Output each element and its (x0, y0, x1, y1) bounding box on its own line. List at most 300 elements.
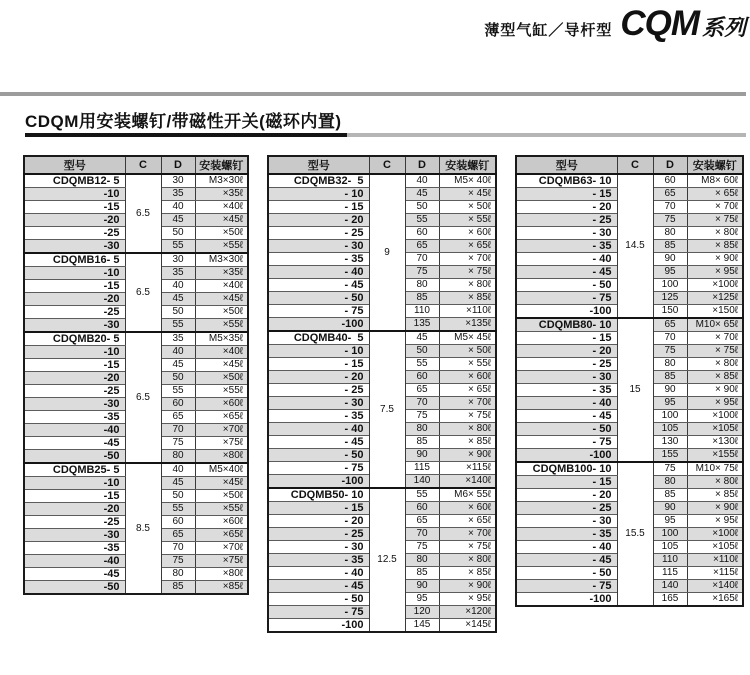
mounting-screw-cell: M3×30ℓ (195, 174, 248, 188)
d-dimension-cell: 40 (161, 201, 195, 214)
d-dimension-cell: 65 (405, 384, 439, 397)
model-cell: -40 (24, 424, 125, 437)
model-cell: -15 (24, 280, 125, 293)
c-dimension-cell: 15.5 (617, 462, 653, 606)
mounting-screw-cell: ×65ℓ (195, 411, 248, 424)
d-dimension-cell: 55 (405, 214, 439, 227)
d-dimension-cell: 100 (653, 528, 687, 541)
model-cell: - 50 (516, 567, 617, 580)
table-row (268, 331, 496, 345)
mounting-screw-cell: × 90ℓ (687, 253, 743, 266)
d-dimension-cell: 80 (405, 423, 439, 436)
mounting-screw-cell: ×45ℓ (195, 477, 248, 490)
column-header-1: C (125, 156, 161, 174)
d-dimension-cell: 110 (405, 305, 439, 318)
d-dimension-cell: 40 (161, 346, 195, 359)
d-dimension-cell: 70 (405, 397, 439, 410)
model-cell: -30 (24, 529, 125, 542)
d-dimension-cell: 85 (653, 240, 687, 253)
table-row (516, 318, 743, 332)
model-cell: - 35 (516, 384, 617, 397)
mounting-screw-cell: ×100ℓ (687, 410, 743, 423)
d-dimension-cell: 145 (405, 619, 439, 633)
mounting-screw-cell: ×40ℓ (195, 280, 248, 293)
mounting-screw-cell: × 65ℓ (687, 188, 743, 201)
model-cell: -25 (24, 516, 125, 529)
mounting-screw-cell: M5×35ℓ (195, 332, 248, 346)
model-cell: - 20 (516, 345, 617, 358)
mounting-screw-cell: M8× 60ℓ (687, 174, 743, 188)
d-dimension-cell: 70 (405, 528, 439, 541)
model-cell: CDQMB40- 5 (268, 331, 369, 345)
d-dimension-cell: 70 (161, 542, 195, 555)
d-dimension-cell: 45 (405, 188, 439, 201)
mounting-screw-cell: × 75ℓ (687, 214, 743, 227)
screw-table-left (23, 155, 249, 595)
series-name: CQM (620, 4, 699, 43)
model-cell: - 50 (268, 593, 369, 606)
model-cell: - 25 (268, 227, 369, 240)
model-cell: - 30 (516, 227, 617, 240)
mounting-screw-cell: ×55ℓ (195, 319, 248, 333)
model-cell: - 50 (516, 279, 617, 292)
mounting-screw-cell: × 90ℓ (439, 580, 496, 593)
model-cell: - 45 (268, 279, 369, 292)
d-dimension-cell: 90 (405, 580, 439, 593)
mounting-screw-cell: ×50ℓ (195, 490, 248, 503)
mounting-screw-cell: × 55ℓ (439, 358, 496, 371)
c-dimension-cell: 15 (617, 318, 653, 462)
model-cell: - 25 (268, 528, 369, 541)
d-dimension-cell: 50 (405, 345, 439, 358)
model-cell: CDQMB50- 10 (268, 488, 369, 502)
mounting-screw-cell: ×115ℓ (687, 567, 743, 580)
d-dimension-cell: 50 (161, 227, 195, 240)
model-cell: - 45 (268, 580, 369, 593)
d-dimension-cell: 95 (653, 266, 687, 279)
d-dimension-cell: 55 (405, 488, 439, 502)
mounting-screw-cell: × 95ℓ (687, 515, 743, 528)
mounting-screw-cell: × 95ℓ (687, 397, 743, 410)
mounting-screw-cell: ×70ℓ (195, 424, 248, 437)
d-dimension-cell: 80 (161, 450, 195, 464)
model-cell: CDQMB16- 5 (24, 253, 125, 267)
model-cell: - 15 (516, 476, 617, 489)
mounting-screw-cell: ×125ℓ (687, 292, 743, 305)
mounting-screw-cell: × 95ℓ (687, 266, 743, 279)
model-cell: -50 (24, 581, 125, 595)
model-cell: - 45 (516, 554, 617, 567)
mounting-screw-cell: × 75ℓ (687, 345, 743, 358)
model-cell: -45 (24, 437, 125, 450)
d-dimension-cell: 30 (161, 174, 195, 188)
d-dimension-cell: 70 (405, 253, 439, 266)
d-dimension-cell: 45 (161, 359, 195, 372)
model-cell: -100 (516, 449, 617, 463)
mounting-screw-cell: ×70ℓ (195, 542, 248, 555)
d-dimension-cell: 140 (653, 580, 687, 593)
model-cell: -100 (516, 305, 617, 319)
d-dimension-cell: 60 (405, 502, 439, 515)
mounting-screw-cell: ×130ℓ (687, 436, 743, 449)
d-dimension-cell: 40 (161, 463, 195, 477)
d-dimension-cell: 75 (405, 410, 439, 423)
model-cell: -40 (24, 555, 125, 568)
mounting-screw-cell: × 70ℓ (439, 397, 496, 410)
table-header-row (268, 156, 496, 174)
column-header-2: D (161, 156, 195, 174)
mounting-screw-cell: ×135ℓ (439, 318, 496, 332)
model-cell: - 50 (516, 423, 617, 436)
d-dimension-cell: 95 (405, 593, 439, 606)
column-header-3: 安装螺钉 (439, 156, 496, 174)
mounting-screw-cell: × 60ℓ (439, 502, 496, 515)
column-header-0: 型号 (24, 156, 125, 174)
mounting-screw-cell: × 80ℓ (439, 279, 496, 292)
table-row (24, 332, 248, 346)
model-cell: - 50 (268, 292, 369, 305)
d-dimension-cell: 35 (161, 332, 195, 346)
mounting-screw-cell: ×140ℓ (439, 475, 496, 489)
model-cell: - 15 (516, 188, 617, 201)
d-dimension-cell: 35 (161, 267, 195, 280)
d-dimension-cell: 55 (161, 319, 195, 333)
mounting-screw-cell: × 60ℓ (439, 227, 496, 240)
d-dimension-cell: 50 (161, 490, 195, 503)
mounting-screw-cell: ×120ℓ (439, 606, 496, 619)
model-cell: -20 (24, 503, 125, 516)
d-dimension-cell: 125 (653, 292, 687, 305)
model-cell: - 75 (268, 305, 369, 318)
d-dimension-cell: 80 (405, 279, 439, 292)
model-cell: - 10 (268, 345, 369, 358)
top-divider-rule (0, 92, 746, 96)
mounting-screw-cell: ×80ℓ (195, 568, 248, 581)
model-cell: -45 (24, 568, 125, 581)
mounting-screw-cell: × 70ℓ (687, 201, 743, 214)
model-cell: - 45 (516, 410, 617, 423)
d-dimension-cell: 90 (653, 384, 687, 397)
model-cell: -10 (24, 267, 125, 280)
model-cell: - 20 (516, 489, 617, 502)
model-cell: -15 (24, 490, 125, 503)
c-dimension-cell: 9 (369, 174, 405, 331)
d-dimension-cell: 100 (653, 279, 687, 292)
d-dimension-cell: 70 (161, 424, 195, 437)
mounting-screw-cell: ×140ℓ (687, 580, 743, 593)
d-dimension-cell: 40 (405, 174, 439, 188)
mounting-screw-cell: × 65ℓ (439, 515, 496, 528)
mounting-screw-cell: × 70ℓ (439, 528, 496, 541)
d-dimension-cell: 60 (161, 398, 195, 411)
d-dimension-cell: 95 (653, 515, 687, 528)
model-cell: -30 (24, 240, 125, 254)
model-cell: - 75 (516, 436, 617, 449)
model-cell: -30 (24, 398, 125, 411)
table-row (24, 174, 248, 188)
model-cell: -20 (24, 214, 125, 227)
d-dimension-cell: 65 (405, 515, 439, 528)
mounting-screw-cell: ×40ℓ (195, 346, 248, 359)
model-cell: - 15 (268, 201, 369, 214)
mounting-screw-cell: M3×30ℓ (195, 253, 248, 267)
d-dimension-cell: 65 (161, 529, 195, 542)
mounting-screw-cell: × 80ℓ (687, 227, 743, 240)
model-cell: CDQMB63- 10 (516, 174, 617, 188)
model-cell: - 40 (268, 567, 369, 580)
d-dimension-cell: 135 (405, 318, 439, 332)
page-series-title (484, 6, 746, 42)
column-header-2: D (653, 156, 687, 174)
mounting-screw-cell: ×75ℓ (195, 555, 248, 568)
model-cell: - 35 (516, 240, 617, 253)
model-cell: - 30 (516, 515, 617, 528)
mounting-screw-cell: M5× 45ℓ (439, 331, 496, 345)
mounting-screw-cell: × 90ℓ (687, 502, 743, 515)
model-cell: - 40 (268, 266, 369, 279)
model-cell: -20 (24, 293, 125, 306)
mounting-screw-cell: × 50ℓ (439, 345, 496, 358)
d-dimension-cell: 85 (161, 581, 195, 595)
mounting-screw-cell: × 55ℓ (439, 214, 496, 227)
series-suffix: 系列 (701, 15, 746, 40)
mounting-screw-cell: × 65ℓ (439, 240, 496, 253)
d-dimension-cell: 75 (653, 214, 687, 227)
column-header-0: 型号 (516, 156, 617, 174)
mounting-screw-cell: ×50ℓ (195, 227, 248, 240)
screw-table-right (515, 155, 744, 607)
model-cell: - 75 (268, 462, 369, 475)
d-dimension-cell: 70 (653, 332, 687, 345)
model-cell: - 20 (516, 201, 617, 214)
screw-table-middle (267, 155, 497, 633)
model-cell: - 75 (516, 580, 617, 593)
model-cell: -15 (24, 359, 125, 372)
mounting-screw-cell: × 75ℓ (439, 541, 496, 554)
model-cell: - 20 (268, 371, 369, 384)
mounting-screw-cell: × 90ℓ (439, 449, 496, 462)
d-dimension-cell: 105 (653, 541, 687, 554)
model-cell: - 75 (268, 606, 369, 619)
d-dimension-cell: 70 (653, 201, 687, 214)
table-header-row (24, 156, 248, 174)
column-header-2: D (405, 156, 439, 174)
d-dimension-cell: 85 (653, 371, 687, 384)
d-dimension-cell: 80 (653, 476, 687, 489)
mounting-screw-cell: ×55ℓ (195, 503, 248, 516)
d-dimension-cell: 40 (161, 280, 195, 293)
column-header-3: 安装螺钉 (195, 156, 248, 174)
model-cell: - 25 (516, 502, 617, 515)
mounting-screw-cell: ×155ℓ (687, 449, 743, 463)
model-cell: CDQMB100- 10 (516, 462, 617, 476)
d-dimension-cell: 55 (405, 358, 439, 371)
d-dimension-cell: 45 (161, 293, 195, 306)
mounting-screw-cell: × 60ℓ (439, 371, 496, 384)
model-cell: - 75 (516, 292, 617, 305)
d-dimension-cell: 65 (653, 318, 687, 332)
d-dimension-cell: 65 (405, 240, 439, 253)
c-dimension-cell: 14.5 (617, 174, 653, 318)
d-dimension-cell: 90 (653, 502, 687, 515)
model-cell: - 25 (516, 214, 617, 227)
model-cell: - 15 (516, 332, 617, 345)
mounting-screw-cell: ×45ℓ (195, 293, 248, 306)
mounting-screw-cell: ×105ℓ (687, 541, 743, 554)
section-title-underline-black (25, 133, 347, 137)
model-cell: - 25 (268, 384, 369, 397)
model-cell: - 20 (268, 214, 369, 227)
model-cell: - 20 (268, 515, 369, 528)
d-dimension-cell: 105 (653, 423, 687, 436)
d-dimension-cell: 50 (161, 372, 195, 385)
mounting-screw-cell: ×80ℓ (195, 450, 248, 464)
model-cell: - 35 (268, 410, 369, 423)
model-cell: - 35 (268, 554, 369, 567)
mounting-screw-cell: ×55ℓ (195, 385, 248, 398)
model-cell: - 15 (268, 502, 369, 515)
d-dimension-cell: 45 (161, 477, 195, 490)
d-dimension-cell: 55 (161, 503, 195, 516)
d-dimension-cell: 85 (405, 292, 439, 305)
mounting-screw-cell: × 95ℓ (439, 593, 496, 606)
mounting-screw-cell: M10× 65ℓ (687, 318, 743, 332)
column-header-1: C (369, 156, 405, 174)
mounting-screw-cell: × 50ℓ (439, 201, 496, 214)
mounting-screw-cell: ×50ℓ (195, 372, 248, 385)
d-dimension-cell: 60 (161, 516, 195, 529)
model-cell: -50 (24, 450, 125, 464)
mounting-screw-cell: ×60ℓ (195, 516, 248, 529)
mounting-screw-cell: × 80ℓ (687, 358, 743, 371)
d-dimension-cell: 55 (161, 385, 195, 398)
mounting-screw-cell: ×110ℓ (687, 554, 743, 567)
d-dimension-cell: 45 (405, 331, 439, 345)
mounting-screw-cell: ×100ℓ (687, 279, 743, 292)
mounting-screw-cell: × 65ℓ (439, 384, 496, 397)
d-dimension-cell: 140 (405, 475, 439, 489)
model-cell: -30 (24, 319, 125, 333)
mounting-screw-cell: × 80ℓ (439, 423, 496, 436)
model-cell: -25 (24, 306, 125, 319)
mounting-screw-cell: × 90ℓ (687, 384, 743, 397)
c-dimension-cell: 6.5 (125, 174, 161, 253)
series-prefix: 薄型气缸／导杆型 (484, 22, 613, 39)
model-cell: - 35 (268, 253, 369, 266)
table-row (268, 488, 496, 502)
mounting-screw-cell: × 80ℓ (439, 554, 496, 567)
model-cell: CDQMB80- 10 (516, 318, 617, 332)
model-cell: -10 (24, 346, 125, 359)
mounting-screw-cell: M5×40ℓ (195, 463, 248, 477)
model-cell: -25 (24, 385, 125, 398)
model-cell: -10 (24, 188, 125, 201)
d-dimension-cell: 85 (405, 567, 439, 580)
d-dimension-cell: 75 (161, 555, 195, 568)
model-cell: - 10 (268, 188, 369, 201)
section-title-underline (25, 133, 746, 137)
model-cell: CDQMB25- 5 (24, 463, 125, 477)
model-cell: - 40 (516, 253, 617, 266)
mounting-screw-cell: × 75ℓ (439, 410, 496, 423)
model-cell: - 30 (268, 397, 369, 410)
model-cell: -20 (24, 372, 125, 385)
model-cell: -25 (24, 227, 125, 240)
model-cell: -100 (268, 619, 369, 633)
model-cell: -35 (24, 411, 125, 424)
model-cell: CDQMB32- 5 (268, 174, 369, 188)
mounting-screw-cell: ×55ℓ (195, 240, 248, 254)
c-dimension-cell: 6.5 (125, 253, 161, 332)
mounting-screw-cell: × 70ℓ (687, 332, 743, 345)
d-dimension-cell: 85 (405, 436, 439, 449)
model-cell: - 25 (516, 358, 617, 371)
mounting-screw-cell: × 85ℓ (439, 292, 496, 305)
model-cell: - 15 (268, 358, 369, 371)
mounting-screw-cell: ×115ℓ (439, 462, 496, 475)
c-dimension-cell: 6.5 (125, 332, 161, 463)
mounting-screw-cell: ×145ℓ (439, 619, 496, 633)
d-dimension-cell: 50 (161, 306, 195, 319)
d-dimension-cell: 75 (653, 462, 687, 476)
mounting-screw-cell: × 80ℓ (687, 476, 743, 489)
model-cell: - 30 (268, 541, 369, 554)
model-cell: - 30 (268, 240, 369, 253)
d-dimension-cell: 45 (161, 214, 195, 227)
d-dimension-cell: 115 (653, 567, 687, 580)
model-cell: - 35 (516, 528, 617, 541)
model-cell: -10 (24, 477, 125, 490)
model-cell: - 45 (516, 266, 617, 279)
mounting-screw-cell: ×60ℓ (195, 398, 248, 411)
table-row (516, 174, 743, 188)
table-header-row (516, 156, 743, 174)
tables-row (23, 155, 744, 633)
table-row (516, 462, 743, 476)
mounting-screw-cell: × 85ℓ (439, 567, 496, 580)
c-dimension-cell: 7.5 (369, 331, 405, 488)
d-dimension-cell: 165 (653, 593, 687, 607)
d-dimension-cell: 75 (653, 345, 687, 358)
model-cell: - 40 (268, 423, 369, 436)
d-dimension-cell: 80 (653, 227, 687, 240)
mounting-screw-cell: ×45ℓ (195, 359, 248, 372)
d-dimension-cell: 85 (653, 489, 687, 502)
model-cell: - 30 (516, 371, 617, 384)
mounting-screw-cell: ×75ℓ (195, 437, 248, 450)
mounting-screw-cell: ×45ℓ (195, 214, 248, 227)
model-cell: -100 (268, 475, 369, 489)
mounting-screw-cell: × 70ℓ (439, 253, 496, 266)
model-cell: - 45 (268, 436, 369, 449)
mounting-screw-cell: × 85ℓ (687, 240, 743, 253)
mounting-screw-cell: M6× 55ℓ (439, 488, 496, 502)
model-cell: - 40 (516, 541, 617, 554)
model-cell: -100 (268, 318, 369, 332)
model-cell: CDQMB12- 5 (24, 174, 125, 188)
d-dimension-cell: 60 (405, 371, 439, 384)
d-dimension-cell: 55 (161, 240, 195, 254)
column-header-1: C (617, 156, 653, 174)
mounting-screw-cell: × 85ℓ (439, 436, 496, 449)
d-dimension-cell: 115 (405, 462, 439, 475)
mounting-screw-cell: M5× 40ℓ (439, 174, 496, 188)
d-dimension-cell: 120 (405, 606, 439, 619)
table-row (24, 253, 248, 267)
c-dimension-cell: 8.5 (125, 463, 161, 594)
mounting-screw-cell: M10× 75ℓ (687, 462, 743, 476)
d-dimension-cell: 75 (405, 266, 439, 279)
